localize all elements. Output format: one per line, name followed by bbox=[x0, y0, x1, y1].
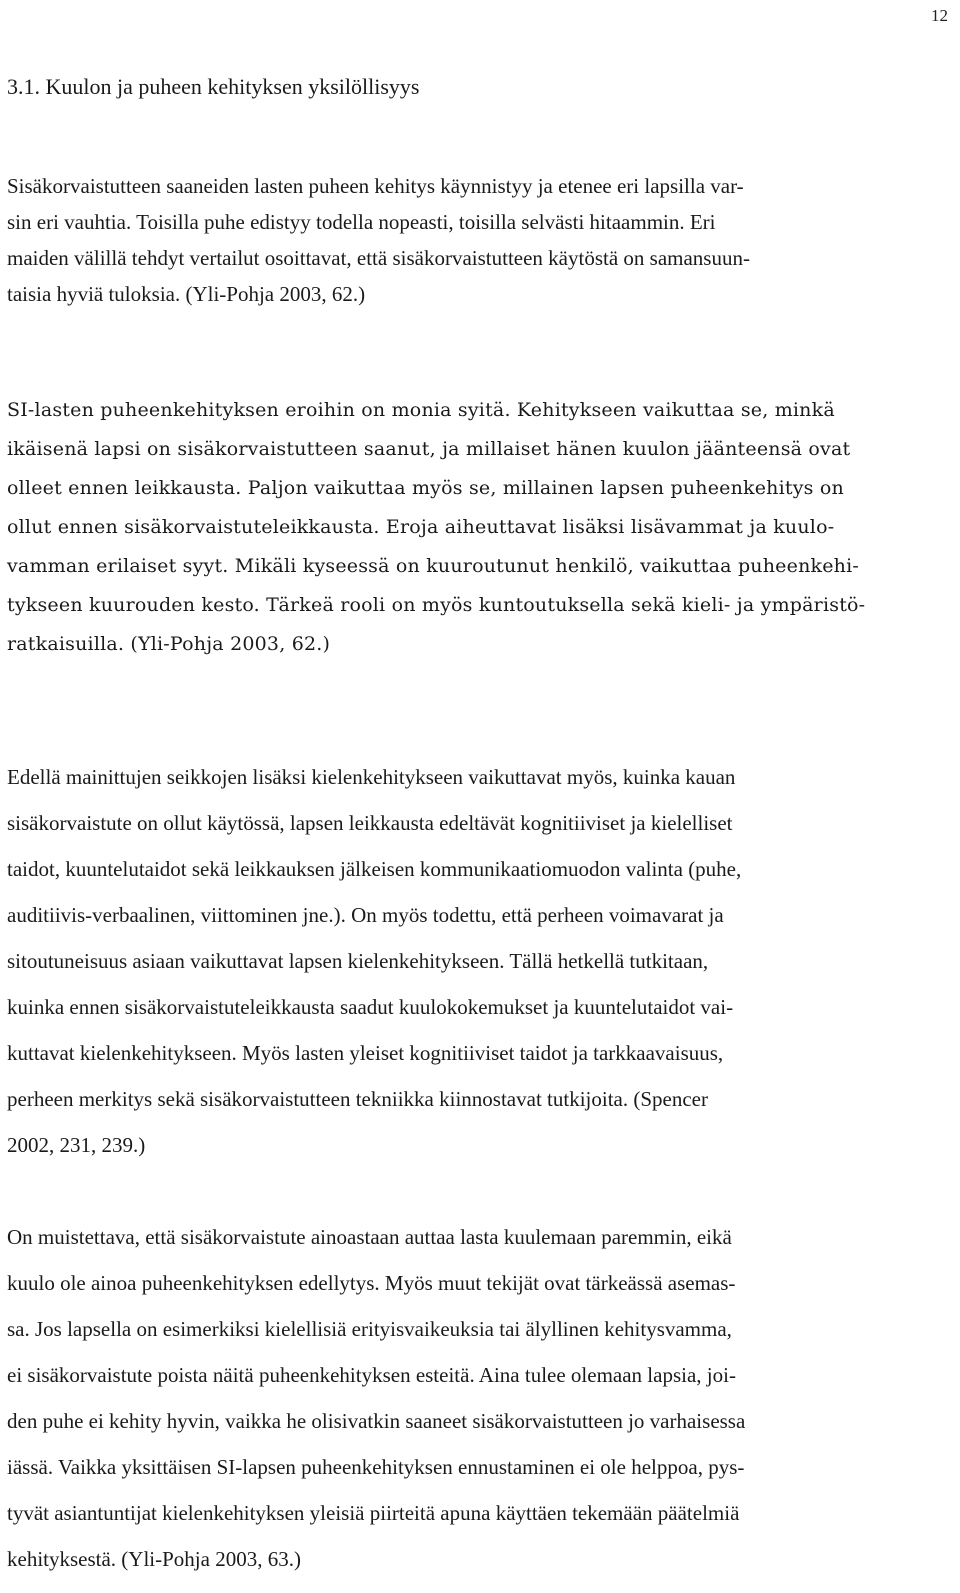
text-line: taisia hyviä tuloksia. (Yli-Pohja 2003, 62.) bbox=[7, 282, 366, 306]
text-line: tykseen kuurouden kesto. Tärkeä rooli on myös kuntoutuksella sekä kieli- ja ympäristö- bbox=[7, 594, 866, 616]
text-line: ei sisäkorvaistute poista näitä puheenkehityksen esteitä. Aina tulee olemaan lapsia, joi- bbox=[7, 1363, 736, 1387]
text-line: auditiivis-verbaalinen, viittominen jne.). On myös todettu, että perheen voimavarat ja bbox=[7, 903, 724, 927]
text-line: sa. Jos lapsella on esimerkiksi kielellisiä erityisvaikeuksia tai älyllinen kehitysvamma, bbox=[7, 1317, 732, 1341]
text-line: Sisäkorvaistutteen saaneiden lasten puheen kehitys käynnistyy ja etenee eri lapsilla var- bbox=[7, 174, 744, 198]
text-line: On muistettava, että sisäkorvaistute ainoastaan auttaa lasta kuulemaan paremmin, eikä bbox=[7, 1225, 732, 1249]
paragraph-4 bbox=[7, 1214, 944, 1582]
text-line: ikäisenä lapsi on sisäkorvaistutteen saanut, ja millaiset hänen kuulon jäänteensä ovat bbox=[7, 438, 851, 460]
text-line: SI-lasten puheenkehityksen eroihin on monia syitä. Kehitykseen vaikuttaa se, minkä bbox=[7, 399, 835, 421]
text-line: Edellä mainittujen seikkojen lisäksi kielenkehitykseen vaikuttavat myös, kuinka kauan bbox=[7, 765, 736, 789]
text-line: sitoutuneisuus asiaan vaikuttavat lapsen kielenkehitykseen. Tällä hetkellä tutkitaan, bbox=[7, 949, 709, 973]
paragraph-2 bbox=[7, 391, 944, 664]
text-line: 2002, 231, 239.) bbox=[7, 1133, 146, 1157]
text-line: maiden välillä tehdyt vertailut osoittavat, että sisäkorvaistutteen käytöstä on samansuun- bbox=[7, 246, 750, 270]
page-number: 12 bbox=[931, 6, 948, 25]
text-line: kuinka ennen sisäkorvaistuteleikkausta saadut kuulokokemukset ja kuuntelutaidot vai- bbox=[7, 995, 734, 1019]
text-line: olleet ennen leikkausta. Paljon vaikuttaa myös se, millainen lapsen puheenkehitys on bbox=[7, 477, 844, 499]
text-line: ollut ennen sisäkorvaistuteleikkausta. Eroja aiheuttavat lisäksi lisävammat ja kuulo- bbox=[7, 516, 835, 538]
text-line: sisäkorvaistute on ollut käytössä, lapsen leikkausta edeltävät kognitiiviset ja kielelliset bbox=[7, 811, 733, 835]
text-line: den puhe ei kehity hyvin, vaikka he olisivatkin saaneet sisäkorvaistutteen jo varhaisessa bbox=[7, 1409, 746, 1433]
text-line: kuttavat kielenkehitykseen. Myös lasten yleiset kognitiiviset taidot ja tarkkaavaisuus, bbox=[7, 1041, 724, 1065]
text-line: perheen merkitys sekä sisäkorvaistutteen tekniikka kiinnostavat tutkijoita. (Spencer bbox=[7, 1087, 708, 1111]
text-line: kuulo ole ainoa puheenkehityksen edellytys. Myös muut tekijät ovat tärkeässä asemas- bbox=[7, 1271, 736, 1295]
text-line: taidot, kuuntelutaidot sekä leikkauksen jälkeisen kommunikaatiomuodon valinta (puhe, bbox=[7, 857, 742, 881]
paragraph-3 bbox=[7, 754, 944, 1168]
text-line: iässä. Vaikka yksittäisen SI-lapsen puheenkehityksen ennustaminen ei ole helppoa, pys- bbox=[7, 1455, 745, 1479]
section-heading: 3.1. Kuulon ja puheen kehityksen yksilöllisyys bbox=[7, 74, 420, 99]
text-line: vamman erilaiset syyt. Mikäli kyseessä on kuuroutunut henkilö, vaikuttaa puheenkehi- bbox=[7, 555, 859, 577]
text-line: sin eri vauhtia. Toisilla puhe edistyy todella nopeasti, toisilla selvästi hitaammin. Eri bbox=[7, 210, 716, 234]
text-line: kehityksestä. (Yli-Pohja 2003, 63.) bbox=[7, 1547, 301, 1571]
paragraph-1 bbox=[7, 168, 944, 312]
text-line: ratkaisuilla. (Yli-Pohja 2003, 62.) bbox=[7, 633, 331, 655]
text-line: tyvät asiantuntijat kielenkehityksen yleisiä piirteitä apuna käyttäen tekemään päätelmiä bbox=[7, 1501, 740, 1525]
